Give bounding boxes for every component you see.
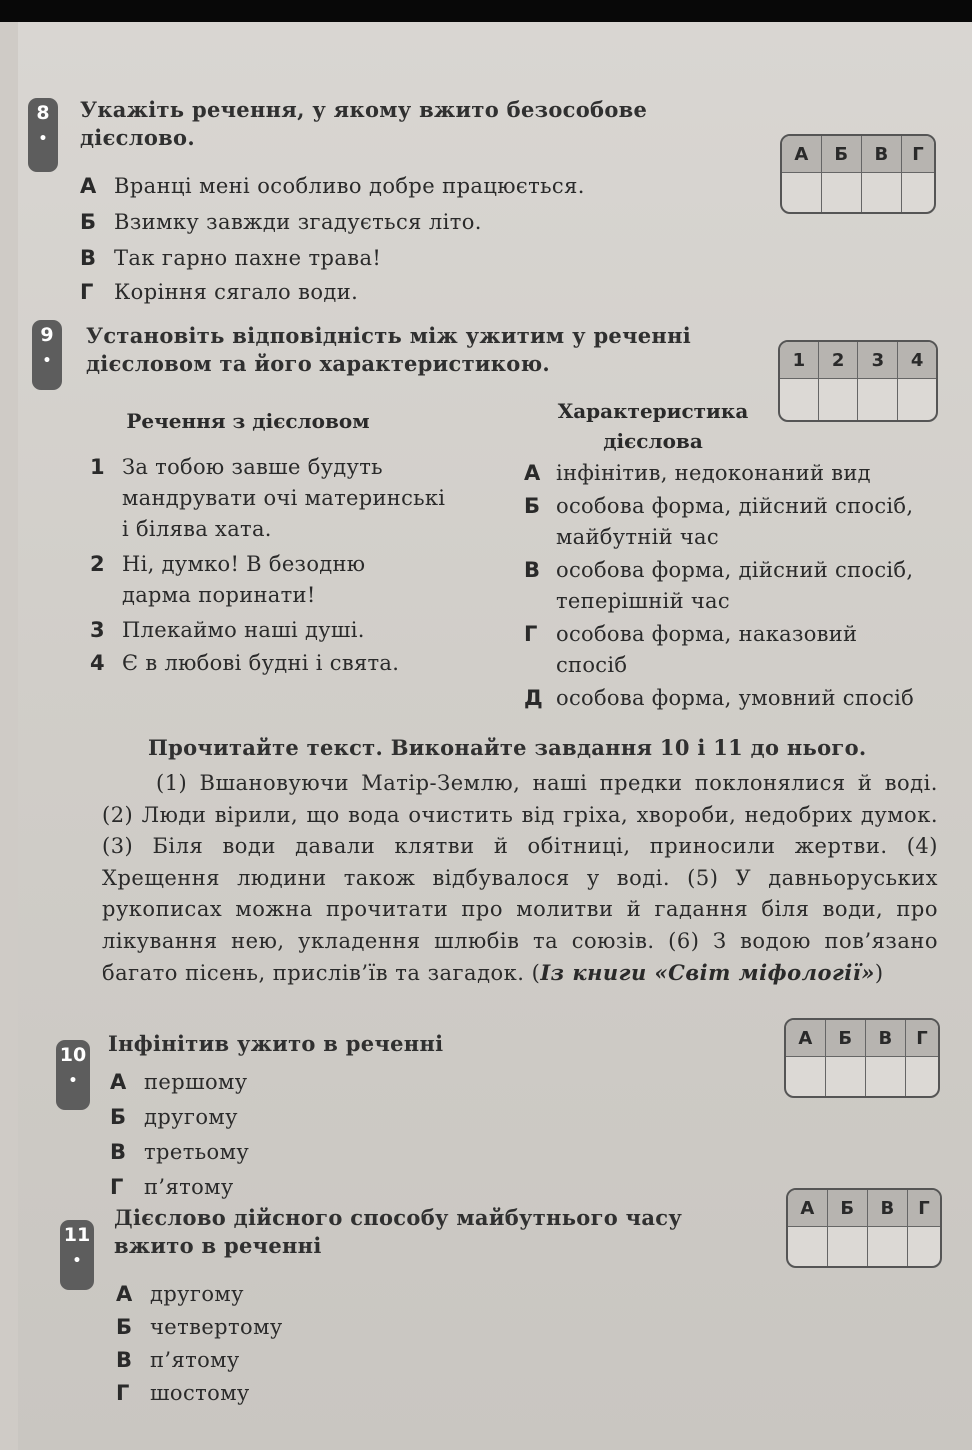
option-letter: В <box>80 246 97 270</box>
answer-header: 2 <box>818 342 858 379</box>
q10-option-a <box>110 1068 510 1103</box>
q9-number-badge <box>32 320 62 390</box>
option-letter: В <box>110 1140 127 1164</box>
q9-sentence-4 <box>90 648 490 679</box>
option-letter: Г <box>80 280 94 304</box>
q10-option-d <box>110 1173 510 1208</box>
answer-header: А <box>782 136 821 173</box>
option-letter: В <box>116 1348 133 1372</box>
characteristic-letter: А <box>524 461 541 485</box>
answer-header: 4 <box>898 342 936 379</box>
characteristic-text: особова форма, умовний спосіб <box>556 686 915 710</box>
q9-characteristic-a <box>524 458 964 489</box>
answer-header: А <box>788 1190 827 1227</box>
q10-answer-grid <box>784 1018 940 1098</box>
q10-number-badge <box>56 1040 90 1110</box>
answer-header: Б <box>821 136 861 173</box>
answer-cell[interactable] <box>861 173 901 213</box>
sentence-number: 1 <box>90 455 105 479</box>
workbook-page <box>18 22 972 1450</box>
passage-body: (1) Вшановуючи Матір-Землю, наші предки поклонялися й воді. (2) Люди вірили, що вода очистить від гріха, хвороби, недобрих думок. (3) Біля води давали клятви й обітниці, приносили жертви. (4) Хрещення людини також відбувалося у воді. (5) У давньоруських рукописах можна прочитати про молитви й гадання біля води, про лікування нею, укладення шлюбів та союзів. (6) З водою пов’язано багато пісень, прислів’їв та загадок. ( <box>102 771 938 985</box>
q8-question: Укажіть речення, у якому вжито безособове дієслово. <box>80 97 648 150</box>
q10-option-b <box>110 1103 510 1138</box>
q8-options <box>80 172 760 312</box>
option-text: Вранці мені особливо добре працюється. <box>114 174 585 198</box>
q10-options <box>110 1068 510 1208</box>
option-text: Так гарно пахне трава! <box>114 246 382 270</box>
answer-header: Г <box>901 136 934 173</box>
q9-characteristic-c <box>524 555 964 617</box>
q9-sentence-2 <box>90 549 490 611</box>
option-text: четвертому <box>150 1315 283 1339</box>
answer-cell[interactable] <box>786 1057 825 1097</box>
option-letter: Г <box>110 1175 124 1199</box>
characteristic-text: інфінітив, недоконаний вид <box>556 461 871 485</box>
answer-cell[interactable] <box>821 173 861 213</box>
answer-cell[interactable] <box>867 1227 907 1267</box>
answer-header: В <box>867 1190 907 1227</box>
option-text: першому <box>144 1070 248 1094</box>
characteristic-letter: Б <box>524 494 541 518</box>
answer-cell[interactable] <box>905 1057 938 1097</box>
q9-left-column-header: Речення з дієсловом <box>126 409 370 433</box>
answer-header: Б <box>827 1190 867 1227</box>
q9-difficulty-dot: • <box>42 353 52 369</box>
option-letter: Б <box>116 1315 133 1339</box>
sentence-number: 3 <box>90 618 105 642</box>
sentence-number: 4 <box>90 651 105 675</box>
q11-option-c <box>116 1346 516 1379</box>
q9-characteristic-d <box>524 619 964 681</box>
answer-header: 1 <box>780 342 818 379</box>
answer-cell[interactable] <box>907 1227 940 1267</box>
answer-header: Б <box>825 1020 865 1057</box>
q11-number: 11 <box>63 1224 91 1246</box>
option-letter: Б <box>80 210 97 234</box>
screen-top-bar <box>0 0 972 22</box>
option-text: другому <box>150 1282 244 1306</box>
sentence-number: 2 <box>90 552 105 576</box>
passage-source: Із книги «Світ міфології» <box>540 960 875 985</box>
q11-number-badge <box>60 1220 94 1290</box>
answer-cell[interactable] <box>780 379 818 421</box>
passage-text <box>102 768 938 990</box>
answer-cell[interactable] <box>827 1227 867 1267</box>
option-letter: А <box>80 174 97 198</box>
answer-header: В <box>865 1020 905 1057</box>
answer-header: 3 <box>858 342 898 379</box>
passage-close: ) <box>874 961 884 985</box>
q9-right-column-header: Характеристика дієслова <box>557 399 749 453</box>
q10-question: Інфінітив ужито в реченні <box>108 1031 444 1056</box>
characteristic-letter: В <box>524 558 541 582</box>
answer-cell[interactable] <box>858 379 898 421</box>
option-text: третьому <box>144 1140 250 1164</box>
q11-option-d <box>116 1379 516 1412</box>
sentence-text: Ні, думко! В безодню дарма поринати! <box>122 552 366 607</box>
q10-number: 10 <box>59 1044 87 1066</box>
answer-cell[interactable] <box>901 173 934 213</box>
q8-option-a <box>80 172 760 208</box>
q11-difficulty-dot: • <box>72 1253 82 1269</box>
q8-number-badge <box>28 98 58 172</box>
answer-cell[interactable] <box>865 1057 905 1097</box>
characteristic-letter: Д <box>524 686 544 710</box>
q9-characteristic-list <box>524 458 964 714</box>
q9-sentence-3 <box>90 615 490 646</box>
sentence-text: За тобою завше будуть мандрувати очі материнські і білява хата. <box>122 455 446 541</box>
answer-header: Г <box>907 1190 940 1227</box>
option-text: другому <box>144 1105 238 1129</box>
q11-option-a <box>116 1280 516 1313</box>
q9-question: Установіть відповідність між ужитим у реченні дієсловом та його характеристикою. <box>86 323 692 376</box>
q8-answer-grid <box>780 134 936 214</box>
option-letter: А <box>116 1282 133 1306</box>
answer-cell[interactable] <box>898 379 936 421</box>
q8-difficulty-dot: • <box>38 131 48 147</box>
answer-cell[interactable] <box>782 173 821 213</box>
q8-option-b <box>80 208 760 244</box>
option-text: п’ятому <box>144 1175 234 1199</box>
q9-sentence-list <box>90 452 490 679</box>
answer-cell[interactable] <box>825 1057 865 1097</box>
answer-header: А <box>786 1020 825 1057</box>
q9-answer-grid <box>778 340 938 422</box>
option-letter: Г <box>116 1381 130 1405</box>
q11-options <box>116 1280 516 1412</box>
passage-instruction: Прочитайте текст. Виконайте завдання 10 і 11 до нього. <box>148 735 867 760</box>
option-letter: Б <box>110 1105 127 1129</box>
q9-characteristic-e <box>524 683 964 714</box>
characteristic-text: особова форма, дійсний спосіб, теперішній час <box>556 558 914 613</box>
answer-cell[interactable] <box>788 1227 827 1267</box>
q8-number: 8 <box>36 102 50 124</box>
option-letter: А <box>110 1070 127 1094</box>
sentence-text: Є в любові будні і свята. <box>122 651 400 675</box>
characteristic-text: особова форма, наказовий спосіб <box>556 622 858 677</box>
sentence-text: Плекаймо наші душі. <box>122 618 365 642</box>
q9-number: 9 <box>40 324 54 346</box>
characteristic-text: особова форма, дійсний спосіб, майбутній час <box>556 494 914 549</box>
answer-cell[interactable] <box>818 379 858 421</box>
answer-header: Г <box>905 1020 938 1057</box>
q9-sentence-1 <box>90 452 490 545</box>
q11-option-b <box>116 1313 516 1346</box>
q8-option-c <box>80 244 760 278</box>
q11-answer-grid <box>786 1188 942 1268</box>
characteristic-letter: Г <box>524 622 538 646</box>
answer-header: В <box>861 136 901 173</box>
option-text: п’ятому <box>150 1348 240 1372</box>
option-text: Взимку завжди згадується літо. <box>114 210 482 234</box>
q11-question: Дієслово дійсного способу майбутнього часу вжито в реченні <box>114 1205 683 1258</box>
q9-characteristic-b <box>524 491 964 553</box>
option-text: шостому <box>150 1381 250 1405</box>
q10-option-c <box>110 1138 510 1173</box>
q10-difficulty-dot: • <box>68 1073 78 1089</box>
q8-option-d <box>80 278 760 312</box>
option-text: Коріння сягало води. <box>114 280 359 304</box>
